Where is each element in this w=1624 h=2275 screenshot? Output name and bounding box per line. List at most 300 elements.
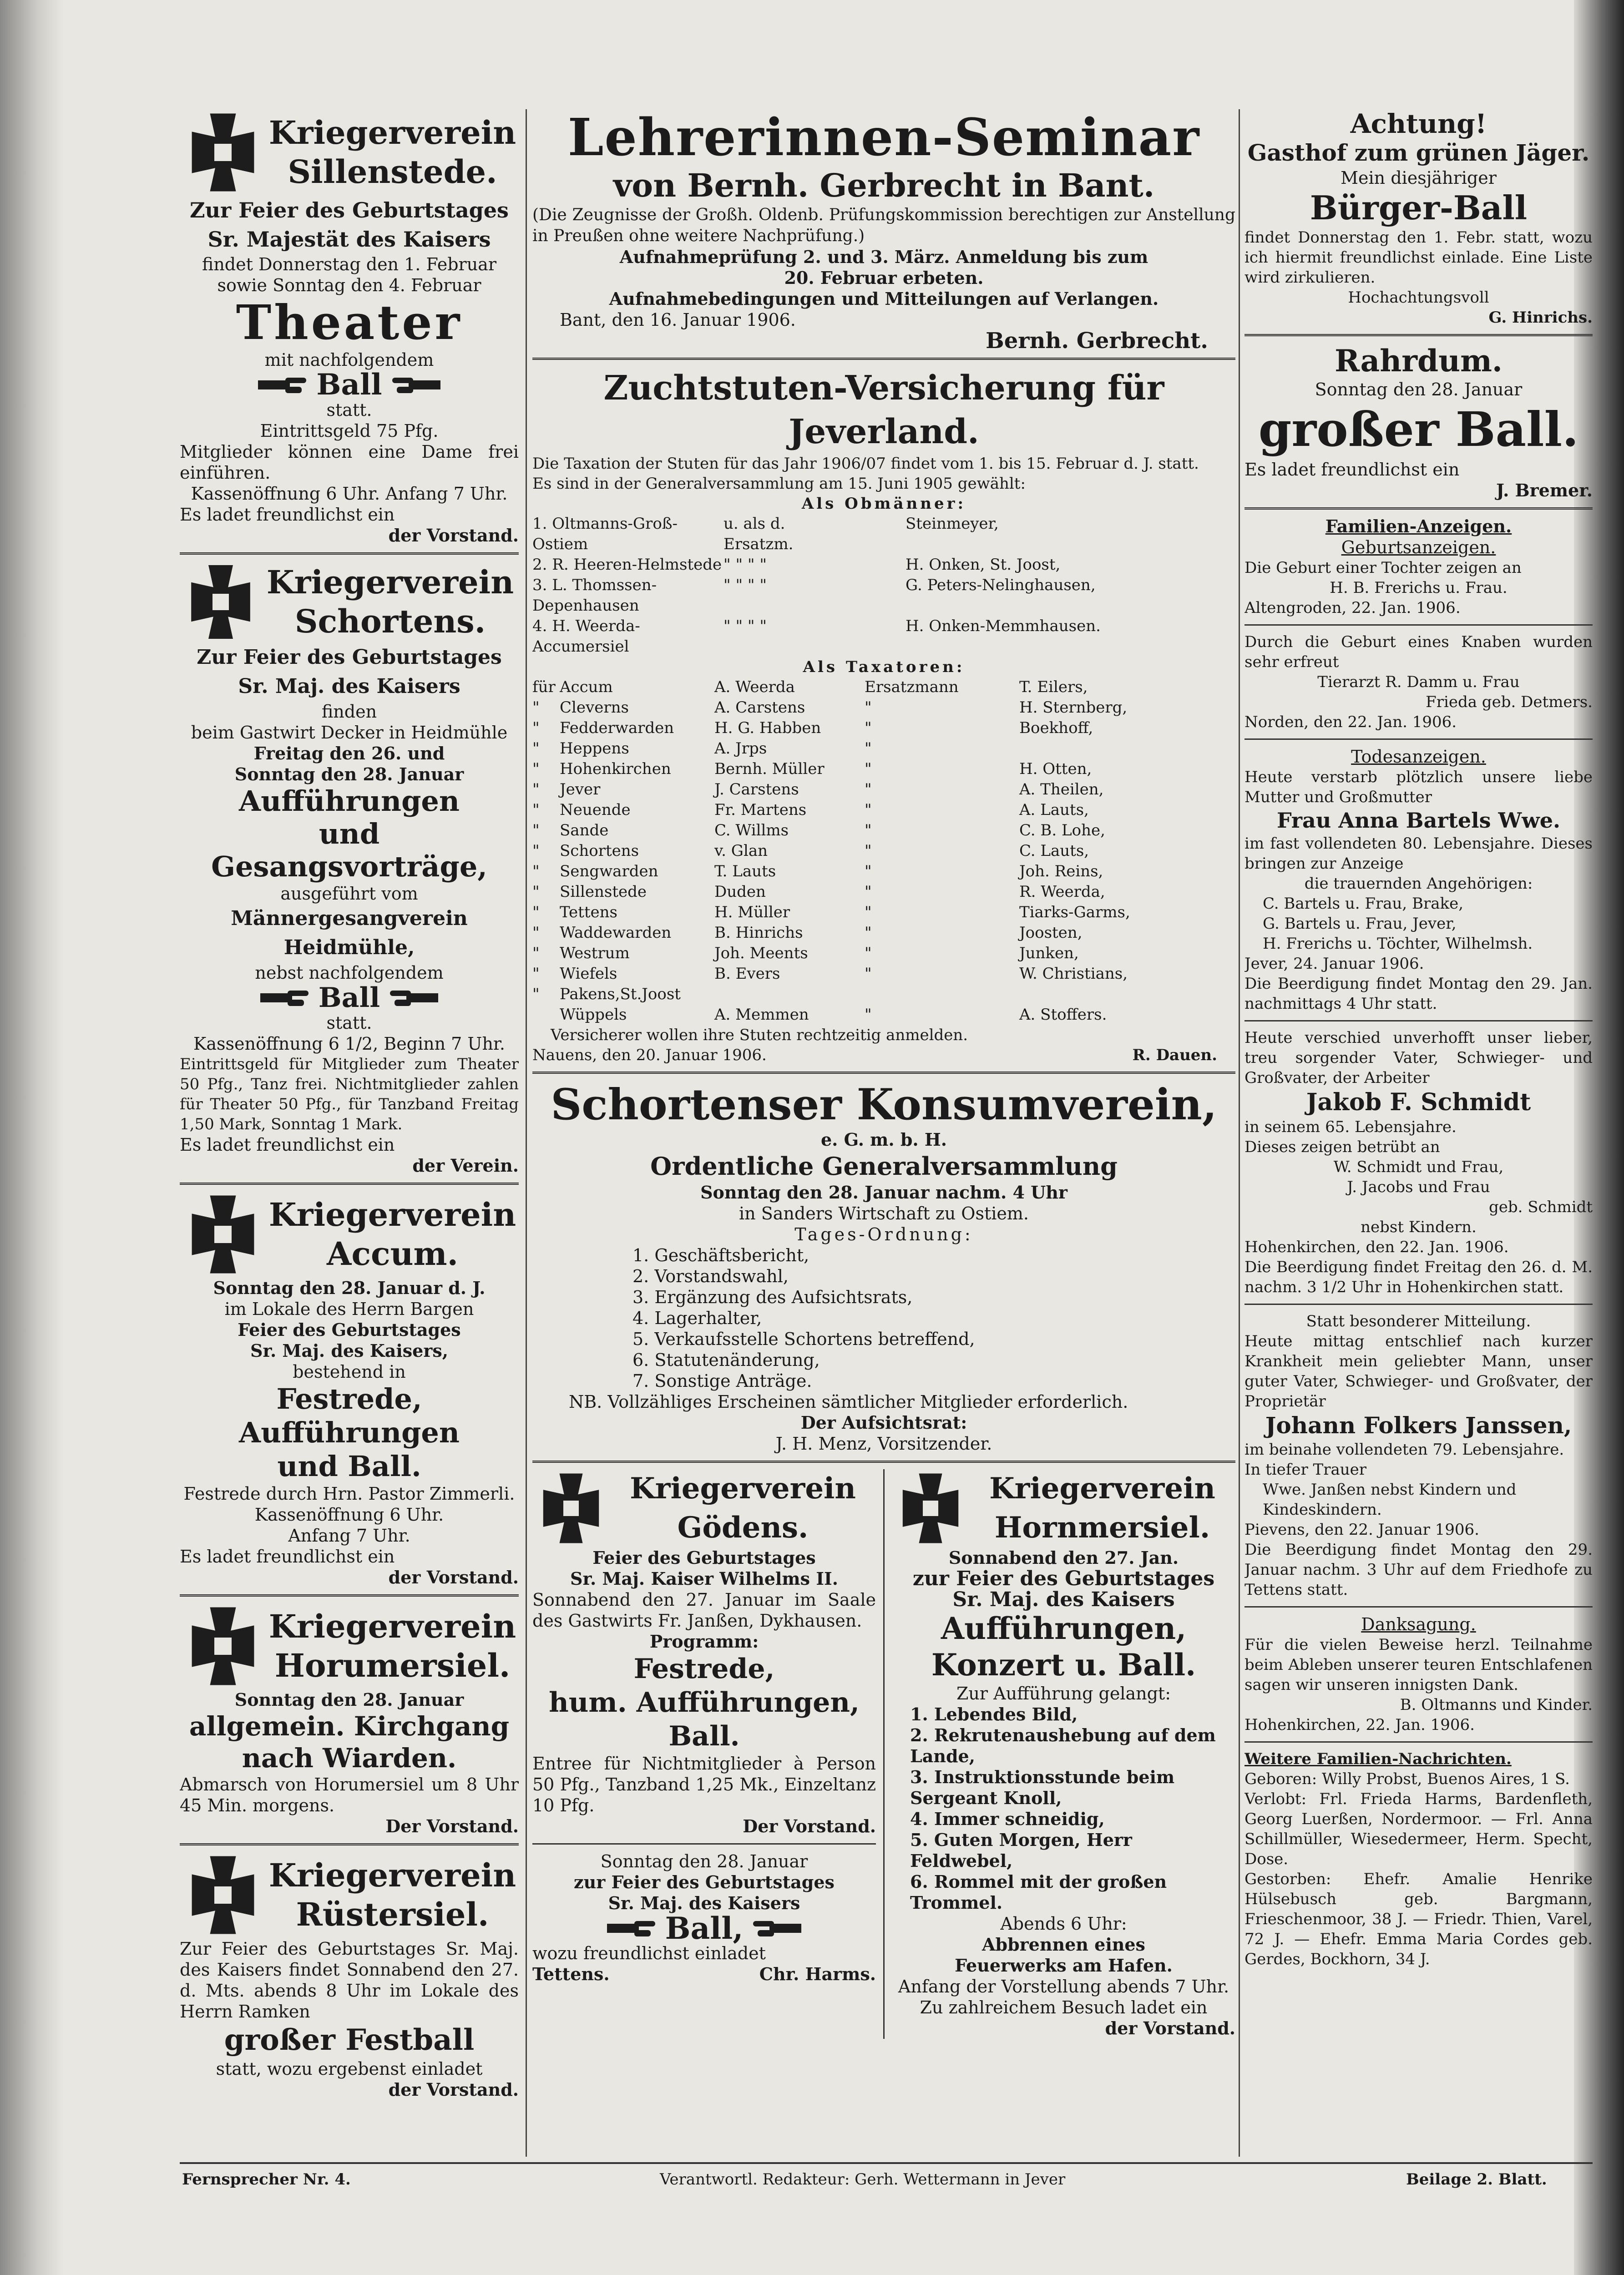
ad-text: zur Feier des Geburtstages [574,1872,835,1892]
pointing-hand-right-icon [607,1918,657,1938]
iron-cross-icon [180,109,266,196]
notice-text: Frieda geb. Detmers. [1426,693,1593,711]
ad-headline: Ball [316,368,382,402]
ad-rahrdum [1245,343,1593,501]
notice-text: Wwe. Janßen nebst Kindern und Kindeskindern. [1263,1481,1517,1519]
list-item: 2. Rekrutenaushebung auf dem Lande, [910,1725,1216,1766]
table-cell: u. als d. Ersatzm. [723,515,794,553]
divider [1245,738,1593,740]
ad-place: Tettens. [532,1964,610,1984]
ad-text: Sonntag den 28. Januar nachm. 4 Uhr [700,1182,1067,1203]
table-cell: Bernh. Müller [714,760,825,778]
table-cell: B. Evers [714,965,780,983]
ad-text: Abmarsch von Horumersiel um 8 Uhr 45 Min. morgens. [180,1774,519,1815]
table-cell [714,984,865,1005]
ad-headline: allgemein. Kirchgang [189,1711,510,1742]
ad-text: Aufnahmeprüfung 2. und 3. März. Anmeldung bis zum [619,247,1148,267]
ad-headline: großer Ball. [1258,401,1579,457]
divider [180,1594,519,1597]
ad-headline: Ball. [668,1720,740,1752]
ad-text: Zur Aufführung gelangt: [956,1684,1171,1704]
table-cell: Waddewarden [560,924,672,942]
table-cell: Westrum [560,944,630,962]
notice-text: Die Beerdigung findet Montag den 29. Januar nachm. 3 Uhr auf dem Friedhofe zu Tettens statt. [1245,1541,1593,1599]
ad-headline: großer Festball [224,2023,475,2057]
ad-kriegerverein-accum [180,1191,519,1588]
table-cell: " " " " [723,617,767,635]
table-cell: " [532,903,540,921]
notice-text: Die Beerdigung findet Freitag den 26. d. M. nachm. 3 1/2 Uhr in Hohenkirchen statt. [1245,1258,1593,1296]
list-item: 5. Guten Morgen, Herr Feldwebel, [910,1830,1132,1871]
ad-text: Zur Feier des Geburtstages [190,198,509,222]
divider [532,358,1235,360]
table-cell: " [865,698,872,717]
section-heading: Familien-Anzeigen. [1325,516,1512,536]
ad-text: Feier des Geburtstages [238,1320,461,1340]
table-cell: R. Weerda, [1019,883,1105,901]
ad-text: statt. [326,400,372,420]
notice-text: J. Jacobs und Frau [1347,1178,1490,1196]
middle-column [532,109,1235,2157]
ad-text: wozu freundlichst einladet [532,1943,766,1963]
iron-cross-icon [180,1191,266,1278]
table-cell: Tiarks-Garms, [1019,903,1130,921]
column-rule [526,109,527,2157]
ad-signature: Chr. Harms. [759,1964,876,1984]
ad-text: Mein diesjähriger [1341,168,1497,188]
table-cell: Pakens,St.Joost [560,985,681,1003]
notice-text: Hohenkirchen, 22. Jan. 1906. [1245,1716,1475,1734]
list-item: 1. Geschäftsbericht, [632,1245,809,1265]
ad-text: statt, wozu ergebenst einladet [216,2059,483,2079]
ad-text: beim Gastwirt Decker in Heidmühle [191,723,508,743]
table-cell [865,984,1019,1005]
ad-schortenser-konsumverein [532,1080,1235,1454]
footer-supplement: Beilage 2. Blatt. [1406,2170,1547,2189]
ad-text: Es sind in der Generalversammlung am 15. Juni 1905 gewählt: [532,475,1026,493]
pointing-hand-left-icon [751,1918,801,1938]
notice-text: geb. Schmidt [1488,1198,1593,1216]
notice-text: nebst Kindern. [1361,1218,1477,1236]
table-cell: Fr. Martens [714,801,807,819]
notice-text: W. Schmidt und Frau, [1333,1158,1504,1176]
table-cell: " [532,924,540,942]
table-cell: A. Jrps [714,739,767,758]
section-heading: Tages-Ordnung: [794,1224,973,1244]
list-item: 3. Ergänzung des Aufsichtsrats, [632,1287,913,1307]
ad-text: findet Donnerstag den 1. Febr. statt, wozu ich hiermit freundlichst einlade. Eine Liste wird zirkulieren. [1245,228,1593,287]
pointing-hand-left-icon [390,375,440,395]
ad-text: Männergesangverein Heidmühle, [231,907,468,959]
notice-text: H. B. Frerichs u. Frau. [1330,579,1508,597]
ad-kriegerverein-horumersiel [180,1603,519,1837]
notice-text: Tierarzt R. Damm u. Frau [1317,673,1520,691]
ad-headline: Lehrerinnen-Seminar [567,109,1200,167]
ad-text: sowie Sonntag den 4. Februar [217,275,481,295]
ad-text: Sr. Maj. des Kaisers [608,1893,800,1913]
ad-text: Sr. Maj. des Kaisers [238,675,460,698]
section-heading: Todesanzeigen. [1351,747,1486,767]
table-cell: Schortens [560,842,639,860]
notice-text: die trauernden Angehörigen: [1304,875,1533,893]
iron-cross-icon [892,1470,969,1547]
ad-text: NB. Vollzähliges Erscheinen sämtlicher Mitglieder erforderlich. [569,1392,1128,1412]
table-cell: Boekhoff, [1019,719,1093,737]
ad-headline: Achtung! [1350,109,1487,139]
ad-text: Es ladet freundlichst ein [180,505,395,525]
list-item: 2. Vorstandswahl, [632,1266,789,1286]
footer-phone: Fernsprecher Nr. 4. [182,2170,351,2189]
divider [180,1843,519,1845]
table-cell: H. Sternberg, [1019,698,1128,717]
ad-text: Zu zahlreichem Besuch ladet ein [920,1997,1208,2017]
table-cell: Joosten, [1019,924,1083,942]
table-cell: " [865,760,872,778]
table-cell: Ersatzmann [865,678,959,696]
ad-kriegerverein-goedens [532,1469,885,2039]
ad-text: Bant, den 16. Januar 1906. [560,310,796,330]
notice-text: B. Oltmanns und Kinder. [1400,1696,1593,1714]
table-cell: " " " " [723,576,767,594]
table-cell: " [865,965,872,983]
table-cell: C. Willms [714,821,789,839]
ad-title: Sillenstede. [288,153,497,191]
table-cell: Tettens [560,903,617,921]
pointing-hand-left-icon [388,988,438,1008]
ad-headline: Ball [318,982,380,1014]
notice-text: H. Frerichs u. Töchter, Wilhelmsh. [1263,935,1533,953]
table-cell: Wüppels [560,1006,627,1024]
divider [1245,1304,1593,1305]
ad-signature: der Vorstand. [388,525,519,546]
ad-text: 20. Februar erbeten. [784,268,984,288]
ad-title: Rüstersiel. [296,1896,489,1933]
notice-text: Heute verschied unverhofft unser lieber, treu sorgender Vater, Schwieger- und Großvater, der Arbeiter [1245,1029,1593,1087]
ad-text: statt. [326,1013,372,1033]
notice-text: Die Geburt einer Tochter zeigen an [1245,559,1522,577]
page-edge-left [0,0,64,2275]
ad-kriegerverein-sillenstede [180,109,519,546]
ad-gasthof-gruener-jaeger [1245,109,1593,328]
ad-text: findet Donnerstag den 1. Februar [202,254,497,274]
section-heading: Ordentliche Generalversammlung [650,1152,1118,1181]
iron-cross-icon [532,1470,610,1547]
ad-signature: R. Dauen. [1132,1046,1217,1064]
ad-subheadline: e. G. m. b. H. [820,1129,947,1150]
ad-text: Sonntag den 28. Januar [1315,379,1523,399]
notice-text: Für die vielen Beweise herzl. Teilnahme beim Ableben unserer teuren Entschlafenen sagen wir unseren innigsten Dank. [1245,1636,1593,1694]
notice-text: G. Bartels u. Frau, Jever, [1263,915,1457,933]
table-cell: " [865,780,872,799]
ad-text: Sonntag den 28. Januar d. J. [213,1278,486,1298]
ad-text: Feier des Geburtstages [592,1547,816,1568]
table-cell: Heppens [560,739,629,758]
ad-title: Kriegerverein [266,563,514,601]
table-cell: G. Peters-Nelinghausen, [906,576,1096,594]
ad-headline: und Gesangsvorträge, [211,817,487,883]
ad-text: Die Taxation der Stuten für das Jahr 1906/07 findet vom 1. bis 15. Februar d. J. statt. [532,455,1199,473]
table-cell: " [865,862,872,880]
ad-text: Nauens, den 20. Januar 1906. [532,1046,767,1064]
table-cell: Duden [714,883,766,901]
ad-text: bestehend in [293,1362,406,1382]
ad-text: Sr. Maj. des Kaisers, [250,1340,448,1361]
list-item: 7. Sonstige Anträge. [632,1371,812,1391]
ad-tettens-ball [532,1851,876,1985]
ad-text: Kassenöffnung 6 1/2, Beginn 7 Uhr. [193,1034,506,1054]
notice-text: im fast vollendeten 80. Lebensjahre. Dieses bringen zur Anzeige [1245,834,1593,873]
ad-headline: Ball, [665,1911,744,1946]
list-item: 1. Lebendes Bild, [910,1704,1078,1724]
ad-title: Kriegerverein [630,1471,856,1506]
table-cell: Sillenstede [560,883,647,901]
notice-text: In tiefer Trauer [1245,1461,1367,1479]
deceased-name: Frau Anna Bartels Wwe. [1276,808,1561,833]
ad-signature: der Verein. [412,1155,519,1176]
table-cell: A. Lauts, [1019,801,1089,819]
column-rule [1239,109,1240,2157]
table-cell: Steinmeyer, [906,515,999,533]
ad-text: Sr. Maj. Kaiser Wilhelms II. [570,1568,838,1589]
table-cell: " [865,924,872,942]
divider [1245,1606,1593,1608]
table-cell: Accum [560,678,613,696]
ad-text: Hochachtungsvoll [1348,288,1489,307]
ad-text: Mitglieder können eine Dame frei einführen. [180,442,519,483]
table-cell: " [532,883,540,901]
ad-signature: G. Hinrichs. [1488,308,1593,327]
ad-kriegerverein-schortens [180,561,519,1176]
table-cell: Sande [560,821,609,839]
table-cell: Cleverns [560,698,629,717]
ad-text: ausgeführt vom [280,884,418,904]
table-cell: B. Hinrichs [714,924,803,942]
divider [1245,334,1593,336]
notice-text: Die Beerdigung findet Montag den 29. Jan. nachmittags 4 Uhr statt. [1245,975,1593,1013]
notice-text: Heute mittag entschlief nach kurzer Krankheit mein geliebter Mann, unser guter Vater, Schwieger- und Großvater, der Proprietär [1245,1332,1593,1410]
pointing-hand-right-icon [260,988,310,1008]
table-cell: A. Memmen [714,1006,809,1024]
ad-subheadline: Gasthof zum grünen Jäger. [1247,139,1590,166]
section-heading: Als Obmänner: [801,495,966,513]
table-cell: " [865,903,872,921]
ad-signature: J. H. Menz, Vorsitzender. [775,1434,992,1454]
ad-text: Zur Feier des Geburtstages [197,646,502,669]
list-item: 6. Rommel mit der großen Trommel. [910,1871,1167,1913]
table-cell: " [865,883,872,901]
table-cell: 2. R. Heeren-Helmstede [532,556,722,574]
table-cell: H. G. Habben [714,719,821,737]
ad-text: Festrede durch Hrn. Pastor Zimmerli. [183,1484,515,1504]
table-cell: " [532,985,540,1003]
notice-text: Statt besonderer Mitteilung. [1306,1312,1531,1330]
table-cell: Jever [560,780,601,799]
ad-text: Sr. Majestät des Kaisers [207,227,491,252]
ad-kriegerverein-ruestersiel [180,1852,519,2100]
deceased-name: Jakob F. Schmidt [1306,1088,1531,1116]
list-item: 5. Verkaufsstelle Schortens betreffend, [632,1329,975,1349]
table-cell: Joh. Reins, [1019,862,1103,880]
list-item: 4. Immer schneidig, [910,1809,1105,1829]
ad-title: Accum. [327,1235,458,1273]
divider [180,552,519,555]
ad-text: Freitag den 26. und [253,743,445,763]
ad-headline: Festrede, Aufführungen [239,1382,460,1449]
pointing-hand-right-icon [258,375,308,395]
ad-text: Kassenöffnung 6 Uhr. [254,1505,444,1525]
table-cell [824,555,906,575]
deceased-name: Johann Folkers Janssen, [1265,1412,1572,1439]
table-cell: H. Otten, [1019,760,1092,778]
divider [532,1072,1235,1074]
notice-text: im beinahe vollendeten 79. Lebensjahre. [1245,1441,1564,1459]
notice-text: Durch die Geburt eines Knaben wurden sehr erfreut [1245,633,1593,671]
taxatoren-table [532,677,1235,1025]
notice-text: Heute verstarb plötzlich unsere liebe Mutter und Großmutter [1245,768,1593,806]
ad-headline: Theater [236,294,463,350]
divider [1245,1741,1593,1743]
table-cell: Neuende [560,801,631,819]
table-cell: für [532,678,556,696]
table-cell: " [865,842,872,860]
iron-cross-icon [180,1603,266,1689]
ad-text: Zur Feier des Geburtstages Sr. Maj. des Kaisers findet Sonnabend den 27. d. Mts. abends 8 Uhr im Lokale des Herrn Ramken [180,1939,519,2022]
list-item: 3. Instruktionsstunde beim Sergeant Knoll, [910,1767,1175,1808]
section-heading: Danksagung. [1361,1614,1476,1634]
table-cell: H. Müller [714,903,790,921]
obmaenner-table [532,514,1235,657]
table-cell [532,1005,560,1025]
ad-title: Hornmersiel. [994,1511,1210,1545]
ad-title: Horumersiel. [274,1647,511,1684]
ad-signature: der Vorstand. [1105,2018,1235,2038]
ad-signature: Der Vorstand. [743,1816,876,1836]
notice-text: Dieses zeigen betrübt an [1245,1138,1440,1156]
ad-text: im Lokale des Herrn Bargen [224,1299,474,1319]
ad-title: Kriegerverein [268,114,516,152]
notice-text: Altengroden, 22. Jan. 1906. [1245,599,1461,617]
ad-headline: Konzert u. Ball. [931,1647,1196,1683]
notice-text: C. Bartels u. Frau, Brake, [1263,895,1464,913]
table-cell: " [865,944,872,962]
table-cell: H. Onken, St. Joost, [906,556,1061,574]
ad-headline: Festrede, [633,1653,775,1685]
table-cell: Joh. Meents [714,944,808,962]
table-cell: " [532,862,540,880]
table-cell: T. Lauts [714,862,776,880]
ad-text: Eintrittsgeld 75 Pfg. [260,421,439,441]
table-cell: Wiefels [560,965,617,983]
ad-lehrerinnen-seminar [532,109,1235,354]
ad-text: Abends 6 Uhr: [1000,1914,1127,1934]
divider [1245,624,1593,626]
ad-text: finden [321,702,377,722]
ad-signature: der Vorstand. [388,1567,519,1587]
right-column [1245,109,1593,2157]
section-heading: Weitere Familien-Nachrichten. [1245,1750,1512,1768]
ad-headline: hum. Aufführungen, [549,1687,860,1719]
table-cell: " [532,760,540,778]
ad-kriegerverein-hornmersiel [885,1469,1235,2039]
ad-text: Abbrennen eines [982,1934,1145,1955]
table-cell [824,616,906,657]
ad-headline: und Ball. [277,1450,421,1483]
table-cell: J. Carstens [714,780,799,799]
table-cell: A. Carstens [714,698,805,717]
table-cell: " [865,739,872,758]
notice-text: Pievens, den 22. Januar 1906. [1245,1521,1479,1539]
ad-zuchtstuten-versicherung [532,366,1235,1065]
table-cell: C. B. Lohe, [1019,821,1105,839]
table-cell: " [865,821,872,839]
table-cell: Fedderwarden [560,719,674,737]
section-heading: Geburtsanzeigen. [1341,537,1496,557]
ad-text: Der Aufsichtsrat: [800,1412,967,1433]
ad-headline: Aufführungen, [941,1611,1187,1646]
ad-title: Schortens. [294,602,486,640]
table-cell: H. Onken-Memmhausen. [906,617,1101,635]
notice-text: Geboren: Willy Probst, Buenos Aires, 1 S. [1245,1770,1570,1788]
table-cell: T. Eilers, [1019,678,1088,696]
ad-text: Eintrittsgeld für Mitglieder zum Theater 50 Pfg., Tanz frei. Nichtmitglieder zahlen für Theater 50 Pfg., für Tanzband Freitag 1,50 Mark, Sonntag 1 Mark. [180,1055,519,1133]
ad-headline: Schortenser Konsumverein, [551,1080,1217,1130]
ad-text: Entree für Nichtmitglieder à Person 50 Pfg., Tanzband 1,25 Mk., Einzeltanz 10 Pfg. [532,1754,876,1815]
ad-headline: Bürger-Ball [1310,188,1528,227]
table-cell: W. Christians, [1019,965,1128,983]
ad-text: Anfang der Vorstellung abends 7 Uhr. [898,1977,1229,1997]
ad-text: Aufnahmebedingungen und Mitteilungen auf Verlangen. [609,288,1159,309]
notice-text: Jever, 24. Januar 1906. [1245,955,1424,973]
table-cell [1019,738,1229,759]
divider [1245,1020,1593,1021]
ad-signature: der Vorstand. [388,2079,519,2100]
notice-text: in seinem 65. Lebensjahre. [1245,1118,1457,1136]
table-cell [1019,984,1229,1005]
ad-signature: Der Vorstand. [385,1816,519,1836]
table-cell: " [865,719,872,737]
ad-text: Es ladet freundlichst ein [180,1547,395,1567]
ad-text: in Sanders Wirtschaft zu Ostiem. [739,1203,1029,1223]
ad-text: Es ladet freundlichst ein [1245,460,1460,480]
program-list [892,1704,1235,1913]
table-cell: " [532,842,540,860]
table-cell: Junken, [1019,944,1079,962]
notice-text: Verlobt: Frl. Frieda Harms, Bardenfleth, Georg Luerßen, Nordermoor. — Frl. Anna Schillmüller, Wiesedermeer, Herm. Specht, Dose. [1245,1790,1593,1868]
ad-headline: nach Wiarden. [242,1743,457,1774]
list-item: 4. Lagerhalter, [632,1308,762,1328]
divider [180,1183,519,1185]
ad-text: Sonnabend den 27. Januar im Saale des Gastwirts Fr. Janßen, Dykhausen. [532,1590,876,1631]
table-cell: A. Stoffers. [1019,1006,1107,1024]
table-cell [824,575,906,616]
table-cell: " [532,739,540,758]
table-cell: A. Weerda [714,678,795,696]
ad-text: Anfang 7 Uhr. [288,1526,410,1546]
table-cell [824,514,906,555]
ad-subheadline: von Bernh. Gerbrecht in Bant. [613,167,1155,204]
ad-title: Gödens. [677,1511,809,1545]
ad-text: Sr. Maj. des Kaisers [952,1588,1175,1611]
table-cell: Sengwarden [560,862,658,880]
ad-headline: Zuchtstuten-Versicherung für Jeverland. [603,369,1164,451]
footer-rule [180,2162,1593,2164]
ad-text: Feuerwerks am Hafen. [955,1955,1173,1976]
ad-text: nebst nachfolgendem [255,963,444,983]
ad-title: Kriegerverein [268,1196,516,1234]
table-cell: " [532,780,540,799]
section-heading: Programm: [649,1631,759,1652]
table-cell: 4. H. Weerda-Accumersiel [532,617,640,656]
